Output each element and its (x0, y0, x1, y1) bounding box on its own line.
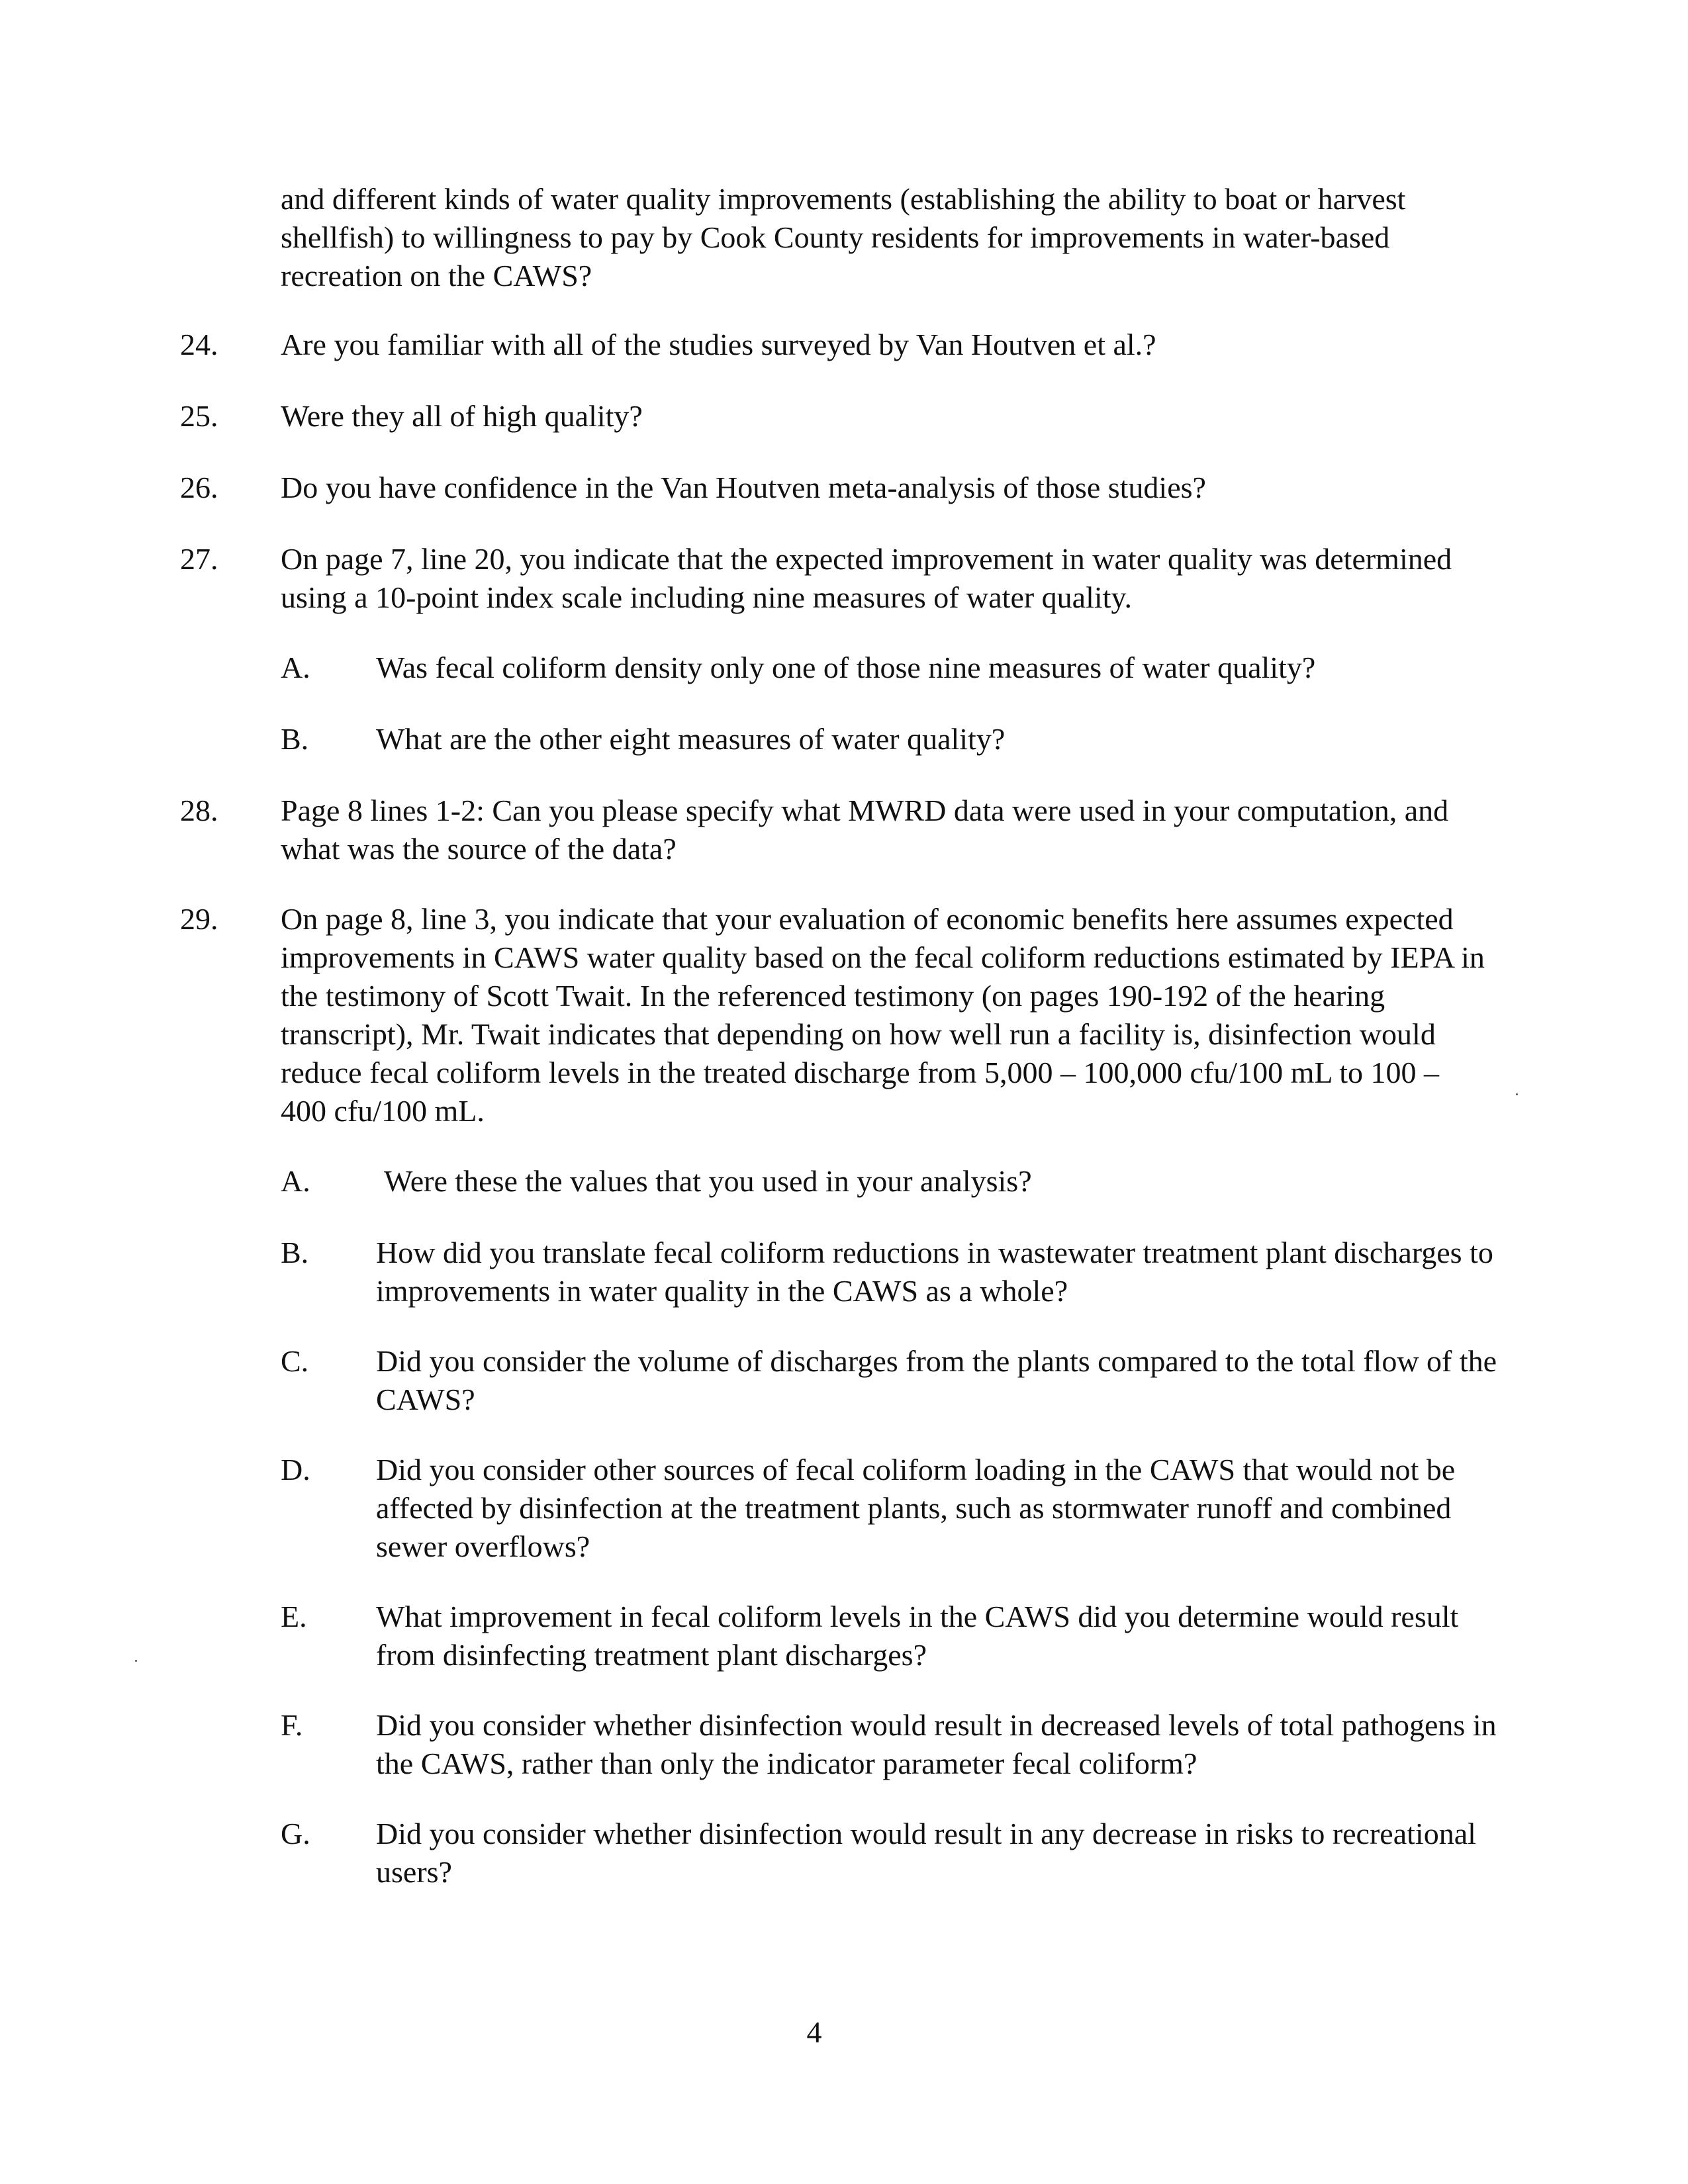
question-text: On page 7, line 20, you indicate that the expected improvement in water quality was determined using a 10-point index scale including nine measures of water quality. (281, 542, 1452, 614)
scan-speck (135, 1660, 137, 1662)
subquestion-text: Did you consider whether disinfection would result in any decrease in risks to recreational users? (376, 1817, 1476, 1889)
subquestion-text: Did you consider whether disinfection would result in decreased levels of total pathogens in the CAWS, rather than only the indicator parameter fecal coliform? (376, 1708, 1497, 1780)
question-text: Page 8 lines 1-2: Can you please specify what MWRD data were used in your computation, and what was the source of the data? (281, 794, 1449, 866)
question-number: 28. (180, 794, 218, 827)
subquestion-text: What improvement in fecal coliform levels in the CAWS did you determine would result from disinfecting treatment plant discharges? (376, 1600, 1459, 1672)
subquestion-text: What are the other eight measures of water quality? (376, 722, 1006, 756)
subquestion-letter: A. (281, 1164, 310, 1198)
question-number: 29. (180, 902, 218, 936)
subquestion-text: Did you consider the volume of discharges from the plants compared to the total flow of the CAWS? (376, 1344, 1497, 1416)
scan-speck (1516, 1093, 1518, 1095)
question-number: 26. (180, 471, 218, 504)
question-number: 24. (180, 328, 218, 361)
question-number: 27. (180, 542, 218, 576)
subquestion-letter: C. (281, 1344, 309, 1378)
subquestion-text: How did you translate fecal coliform reductions in wastewater treatment plant discharges to improvements in water quality in the CAWS as a whole? (376, 1236, 1493, 1308)
page-number: 4 (806, 2015, 822, 2049)
subquestion-letter: A. (281, 651, 310, 684)
subquestion-text: Were these the values that you used in your analysis? (384, 1164, 1032, 1198)
question-text: Do you have confidence in the Van Houtven meta-analysis of those studies? (281, 471, 1206, 504)
subquestion-text: Did you consider other sources of fecal coliform loading in the CAWS that would not be affected by disinfection at the treatment plants, such as stormwater runoff and combined sewer overflows? (376, 1453, 1456, 1563)
question-number: 25. (180, 399, 218, 433)
question-text: Are you familiar with all of the studies surveyed by Van Houtven et al.? (281, 328, 1156, 361)
subquestion-letter: B. (281, 722, 309, 756)
subquestion-text: Was fecal coliform density only one of those nine measures of water quality? (376, 651, 1316, 684)
subquestion-letter: F. (281, 1708, 303, 1742)
subquestion-letter: E. (281, 1600, 307, 1633)
subquestion-letter: B. (281, 1236, 309, 1269)
question-text: On page 8, line 3, you indicate that your evaluation of economic benefits here assumes expected improvements in CAWS water quality based on the fecal coliform reductions estimated by IEPA in the testimony of Scott Twait. In the referenced testimony (on pages 190-192 of the hearing transcript), Mr. Twait indicates that depending on how well run a facility is, disinfection would reduce fecal coliform levels in the treated discharge from 5,000 – 100,000 cfu/100 mL to 100 – 400 cfu/100 mL. (281, 902, 1485, 1128)
continuation-paragraph: and different kinds of water quality improvements (establishing the ability to boat or harvest shellfish) to willingness to pay by Cook County residents for improvements in water-based recreation on the CAWS? (281, 182, 1406, 293)
subquestion-letter: D. (281, 1453, 310, 1486)
subquestion-letter: G. (281, 1817, 310, 1850)
question-text: Were they all of high quality? (281, 399, 643, 433)
